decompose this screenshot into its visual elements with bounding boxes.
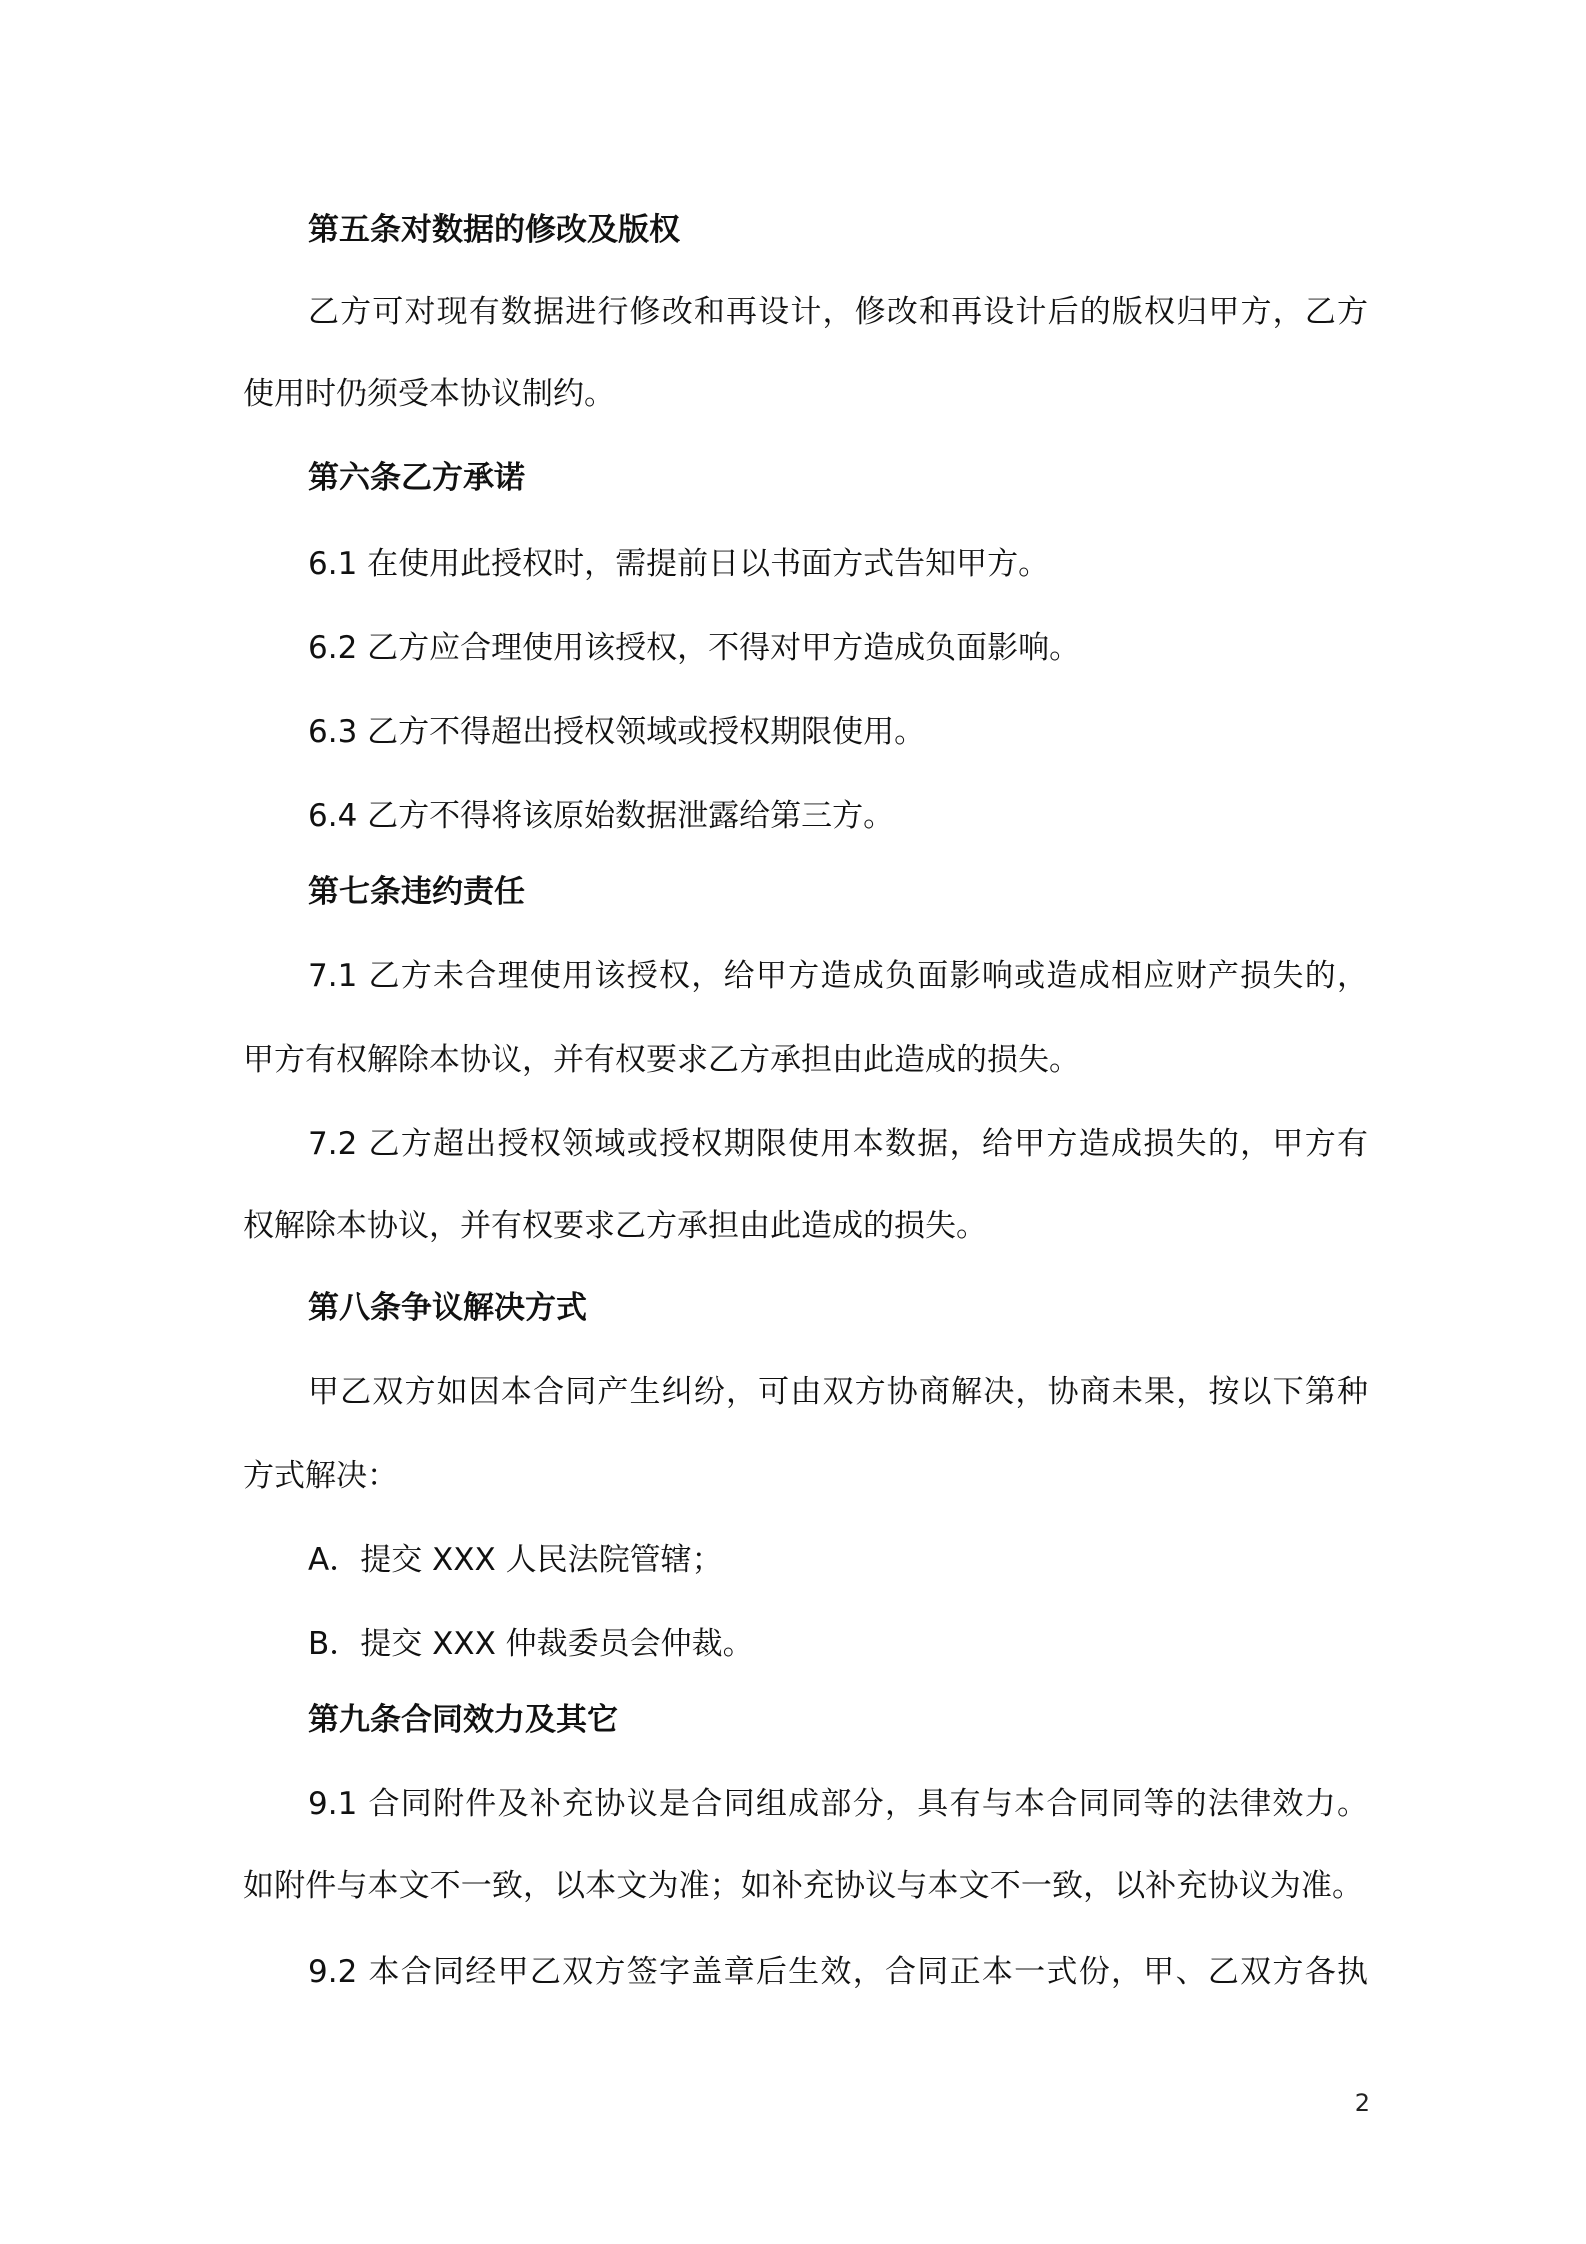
article5-paragraph-line2: 使用时仍须受本协议制约。 [243,376,615,412]
article7-clause1-line1: 7.1 乙方未合理使用该授权，给甲方造成负面影响或造成相应财产损失的， [308,958,1368,994]
article5-paragraph-line1: 乙方可对现有数据进行修改和再设计，修改和再设计后的版权归甲方，乙方 [308,294,1368,330]
article7-clause1-line2: 甲方有权解除本协议，并有权要求乙方承担由此造成的损失。 [243,1042,1080,1078]
article7-clause2-line2: 权解除本协议，并有权要求乙方承担由此造成的损失。 [243,1208,987,1244]
article6-item-2: 6.2 乙方应合理使用该授权，不得对甲方造成负面影响。 [308,630,1081,666]
article8-paragraph-line1: 甲乙双方如因本合同产生纠纷，可由双方协商解决，协商未果，按以下第种 [308,1374,1368,1410]
article9-clause2-line1: 9.2 本合同经甲乙双方签字盖章后生效，合同正本一式份，甲、乙双方各执 [308,1954,1368,1990]
page-number: 2 [1354,2089,1370,2117]
article5-heading: 第五条对数据的修改及版权 [308,212,680,248]
article7-heading: 第七条违约责任 [308,874,525,910]
article8-option-a: A．提交 XXX 人民法院管辖； [308,1542,723,1578]
article9-clause1-line1: 9.1 合同附件及补充协议是合同组成部分，具有与本合同同等的法律效力。 [308,1786,1368,1822]
article8-heading: 第八条争议解决方式 [308,1290,587,1326]
article8-option-b: B．提交 XXX 仲裁委员会仲裁。 [308,1626,754,1662]
article6-item-4: 6.4 乙方不得将该原始数据泄露给第三方。 [308,798,895,834]
article6-item-3: 6.3 乙方不得超出授权领域或授权期限使用。 [308,714,926,750]
article9-clause1-line2: 如附件与本文不一致，以本文为准；如补充协议与本文不一致，以补充协议为准。 [243,1868,1363,1904]
article6-heading: 第六条乙方承诺 [308,460,525,496]
article6-item-1: 6.1 在使用此授权时，需提前日以书面方式告知甲方。 [308,546,1050,582]
article7-clause2-line1: 7.2 乙方超出授权领域或授权期限使用本数据，给甲方造成损失的，甲方有 [308,1126,1368,1162]
article9-heading: 第九条合同效力及其它 [308,1702,618,1738]
article8-paragraph-line2: 方式解决： [243,1458,398,1494]
